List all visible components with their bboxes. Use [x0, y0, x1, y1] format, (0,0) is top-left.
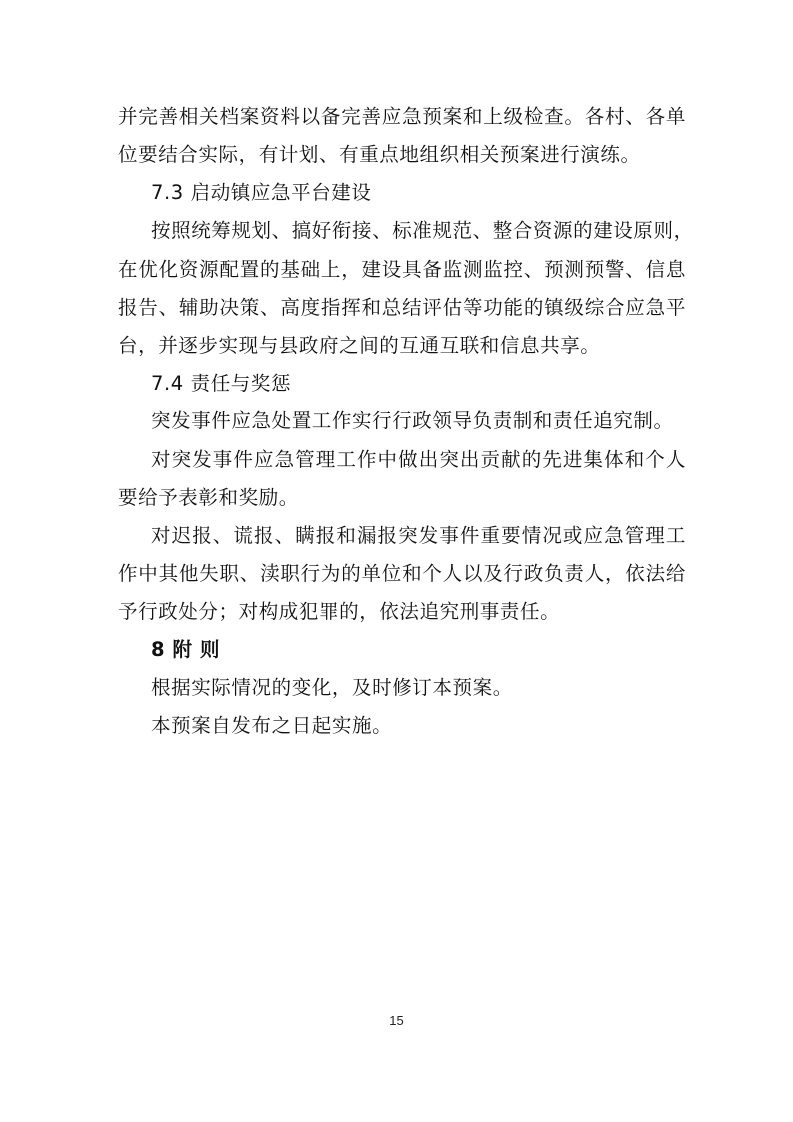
section-heading-7-3: 7.3 启动镇应急平台建设: [151, 181, 372, 204]
paragraph-line: 并完善相关档案资料以备完善应急预案和上级检查。各村、各单: [118, 105, 686, 128]
paragraph-line: 根据实际情况的变化，及时修订本预案。: [151, 676, 513, 699]
paragraph-line: 突发事件应急处置工作实行行政领导负责制和责任追究制。: [151, 409, 674, 432]
paragraph-line: 在优化资源配置的基础上，建设具备监测监控、预测预警、信息: [118, 258, 686, 281]
paragraph-line: 对迟报、谎报、瞒报和漏报突发事件重要情况或应急管理工: [151, 524, 686, 547]
paragraph-line: 台，并逐步实现与县政府之间的互通互联和信息共享。: [118, 334, 601, 357]
paragraph-line: 本预案自发布之日起实施。: [151, 714, 393, 737]
paragraph-line: 对突发事件应急管理工作中做出突出贡献的先进集体和个人: [151, 448, 686, 471]
section-heading-8: 8 附 则: [151, 638, 221, 661]
section-heading-7-4: 7.4 责任与奖惩: [151, 372, 292, 395]
paragraph-line: 要给予表彰和奖励。: [118, 486, 299, 509]
paragraph-line: 按照统筹规划、搞好衔接、标准规范、整合资源的建设原则，: [151, 219, 694, 242]
paragraph-line: 位要结合实际，有计划、有重点地组织相关预案进行演练。: [118, 143, 641, 166]
paragraph-line: 报告、辅助决策、高度指挥和总结评估等功能的镇级综合应急平: [118, 296, 686, 319]
paragraph-line: 予行政处分；对构成犯罪的，依法追究刑事责任。: [118, 600, 561, 623]
paragraph-line: 作中其他失职、渎职行为的单位和个人以及行政负责人，依法给: [118, 562, 686, 585]
page-number: 15: [389, 1013, 404, 1028]
